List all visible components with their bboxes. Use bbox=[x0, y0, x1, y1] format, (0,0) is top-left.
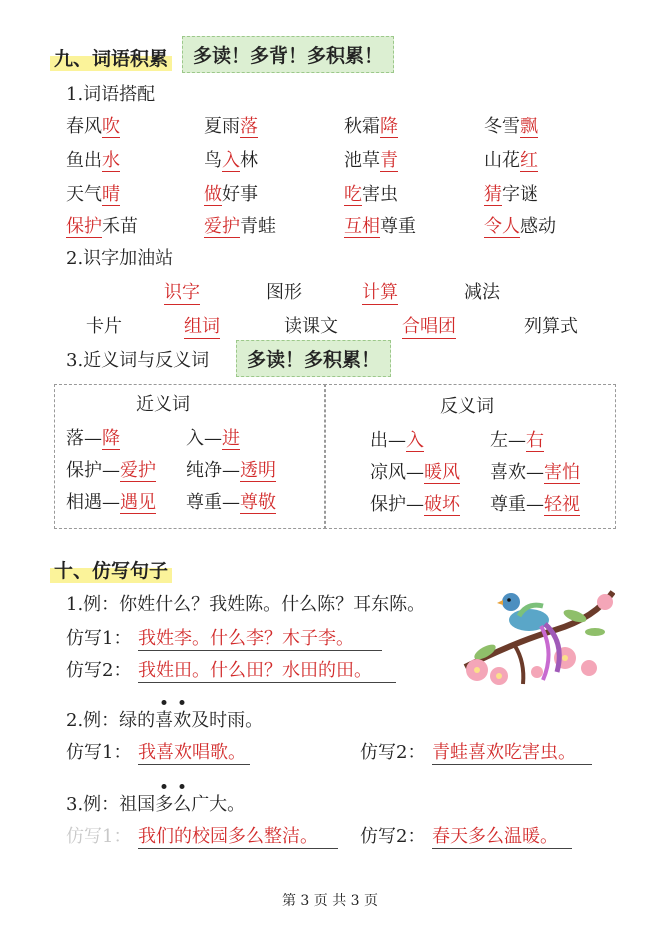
word-pair bbox=[204, 180, 258, 206]
word-pair bbox=[344, 180, 398, 206]
bird-on-branch-illustration bbox=[455, 572, 615, 690]
word-pair bbox=[204, 146, 258, 172]
ex1-imitate-1-label: 仿写1： bbox=[66, 628, 132, 649]
given-word: 青蛙 bbox=[240, 216, 276, 237]
pair-part: 破坏 bbox=[424, 494, 460, 515]
pair-part: 左 bbox=[490, 430, 508, 451]
given-word: 鱼出 bbox=[66, 150, 102, 171]
given-word: 春风 bbox=[66, 116, 102, 137]
answer-word: 互相 bbox=[344, 216, 380, 237]
ex1-imitate-2-answer: 我姓田。什么田？水田的田。 bbox=[138, 656, 396, 683]
pair-part: 透明 bbox=[240, 460, 276, 481]
ex2-imitate-2-label: 仿写2： bbox=[360, 742, 426, 763]
emphasis-dot-char: 喜 bbox=[155, 706, 173, 732]
answer-word: 红 bbox=[520, 150, 538, 171]
given-word: 林 bbox=[240, 150, 258, 171]
station-word: 识字 bbox=[164, 278, 200, 305]
answer-word: 吹 bbox=[102, 116, 120, 137]
station-word: 读课文 bbox=[284, 316, 338, 337]
word-pair bbox=[204, 112, 258, 138]
station-word: 组词 bbox=[184, 312, 220, 339]
synonym-pair bbox=[66, 424, 120, 450]
word-pair bbox=[344, 212, 416, 238]
station-word: 卡片 bbox=[86, 316, 122, 337]
answer-word: 降 bbox=[380, 116, 398, 137]
pair-part: — bbox=[388, 430, 406, 451]
example-1: 1.例：你姓什么？我姓陈。什么陈？耳东陈。 bbox=[66, 594, 426, 615]
pair-part: 进 bbox=[222, 428, 240, 449]
pair-part: 喜欢 bbox=[490, 462, 526, 483]
ex3-imitate-1-answer: 我们的校园多么整洁。 bbox=[138, 822, 338, 849]
word-pair bbox=[66, 212, 138, 238]
word-pair bbox=[66, 146, 120, 172]
pair-part: 尊重 bbox=[186, 492, 222, 513]
pair-part: 出 bbox=[370, 430, 388, 451]
ex3-imitate-2-label: 仿写2： bbox=[360, 826, 426, 847]
synonym-pair bbox=[66, 488, 156, 514]
word-pair bbox=[204, 212, 276, 238]
pair-part: — bbox=[526, 462, 544, 483]
given-word: 好事 bbox=[222, 184, 258, 205]
pair-part: 落 bbox=[66, 428, 84, 449]
subheading-word-pairing: 1.词语搭配 bbox=[66, 84, 156, 105]
synonym-pair bbox=[186, 456, 276, 482]
answer-word: 晴 bbox=[102, 184, 120, 205]
subheading-literacy-station: 2.识字加油站 bbox=[66, 248, 174, 269]
word-pair bbox=[66, 180, 120, 206]
pair-part: 右 bbox=[526, 430, 544, 451]
pair-part: 轻视 bbox=[544, 494, 580, 515]
given-word: 感动 bbox=[520, 216, 556, 237]
answer-word: 令人 bbox=[484, 216, 520, 237]
pair-part: — bbox=[222, 492, 240, 513]
pair-part: 害怕 bbox=[544, 462, 580, 483]
pair-part: — bbox=[222, 460, 240, 481]
pair-part: 相遇 bbox=[66, 492, 102, 513]
antonym-pair bbox=[370, 490, 460, 516]
emphasis-dot-char: 么 bbox=[173, 790, 191, 816]
answer-word: 青 bbox=[380, 150, 398, 171]
pair-part: 遇见 bbox=[120, 492, 156, 513]
word-pair bbox=[344, 146, 398, 172]
synonym-pair bbox=[186, 488, 276, 514]
answer-word: 水 bbox=[102, 150, 120, 171]
tip-banner-2: 多读！多积累！ bbox=[236, 340, 391, 377]
answer-word: 做 bbox=[204, 184, 222, 205]
antonym-pair bbox=[490, 490, 580, 516]
section-9-title: 九、词语积累 bbox=[50, 44, 172, 71]
pair-part: — bbox=[526, 494, 544, 515]
ex1-imitate-2-label: 仿写2： bbox=[66, 660, 132, 681]
antonym-pair bbox=[490, 458, 580, 484]
given-word: 字谜 bbox=[502, 184, 538, 205]
given-word: 尊重 bbox=[380, 216, 416, 237]
given-word: 禾苗 bbox=[102, 216, 138, 237]
pair-part: 尊敬 bbox=[240, 492, 276, 513]
ex3-imitate-1-label: 仿写1： bbox=[66, 826, 132, 847]
emphasis-dot-char: 多 bbox=[155, 790, 173, 816]
answer-word: 入 bbox=[222, 150, 240, 171]
subheading-syn-ant: 3.近义词与反义词 bbox=[66, 350, 210, 371]
given-word: 冬雪 bbox=[484, 116, 520, 137]
pair-part: 入 bbox=[406, 430, 424, 451]
example-2: 2.例：绿的喜欢及时雨。 bbox=[66, 706, 263, 732]
pair-part: 暖风 bbox=[424, 462, 460, 483]
given-word: 夏雨 bbox=[204, 116, 240, 137]
pair-part: 保护 bbox=[370, 494, 406, 515]
antonym-pair bbox=[370, 458, 460, 484]
antonym-heading: 反义词 bbox=[440, 396, 494, 417]
section-10-title: 十、仿写句子 bbox=[50, 556, 172, 583]
answer-word: 猜 bbox=[484, 184, 502, 205]
tip-banner: 多读！多背！多积累！ bbox=[182, 36, 394, 73]
pair-part: — bbox=[204, 428, 222, 449]
ex2-imitate-1-answer: 我喜欢唱歌。 bbox=[138, 738, 250, 765]
word-pair bbox=[484, 112, 538, 138]
synonym-pair bbox=[186, 424, 240, 450]
answer-word: 保护 bbox=[66, 216, 102, 237]
pair-part: — bbox=[102, 492, 120, 513]
antonym-pair bbox=[370, 426, 424, 452]
station-word: 计算 bbox=[362, 278, 398, 305]
word-pair bbox=[484, 212, 556, 238]
station-word: 减法 bbox=[464, 282, 500, 303]
answer-word: 爱护 bbox=[204, 216, 240, 237]
synonym-heading: 近义词 bbox=[136, 394, 190, 415]
page-footer: 第 3 页 共 3 页 bbox=[281, 893, 379, 909]
pair-part: — bbox=[508, 430, 526, 451]
pair-part: — bbox=[84, 428, 102, 449]
given-word: 山花 bbox=[484, 150, 520, 171]
emphasis-dot-char: 欢 bbox=[173, 706, 191, 732]
given-word: 鸟 bbox=[204, 150, 222, 171]
example-3: 3.例：祖国多么广大。 bbox=[66, 790, 245, 816]
station-word: 合唱团 bbox=[402, 312, 456, 339]
answer-word: 吃 bbox=[344, 184, 362, 205]
pair-part: 尊重 bbox=[490, 494, 526, 515]
given-word: 天气 bbox=[66, 184, 102, 205]
ex1-imitate-1-answer: 我姓李。什么李？木子李。 bbox=[138, 624, 382, 651]
synonym-pair bbox=[66, 456, 156, 482]
answer-word: 飘 bbox=[520, 116, 538, 137]
ex2-imitate-2-answer: 青蛙喜欢吃害虫。 bbox=[432, 738, 592, 765]
word-pair bbox=[344, 112, 398, 138]
given-word: 害虫 bbox=[362, 184, 398, 205]
answer-word: 落 bbox=[240, 116, 258, 137]
word-pair bbox=[484, 180, 538, 206]
word-pair bbox=[66, 112, 120, 138]
pair-part: 爱护 bbox=[120, 460, 156, 481]
pair-part: 凉风 bbox=[370, 462, 406, 483]
station-word: 图形 bbox=[266, 282, 302, 303]
pair-part: 降 bbox=[102, 428, 120, 449]
pair-part: 保护 bbox=[66, 460, 102, 481]
given-word: 秋霜 bbox=[344, 116, 380, 137]
word-pair bbox=[484, 146, 538, 172]
pair-part: — bbox=[406, 462, 424, 483]
station-word: 列算式 bbox=[524, 316, 578, 337]
ex2-imitate-1-label: 仿写1： bbox=[66, 742, 132, 763]
pair-part: 纯净 bbox=[186, 460, 222, 481]
pair-part: 入 bbox=[186, 428, 204, 449]
antonym-pair bbox=[490, 426, 544, 452]
ex3-imitate-2-answer: 春天多么温暖。 bbox=[432, 822, 572, 849]
given-word: 池草 bbox=[344, 150, 380, 171]
pair-part: — bbox=[102, 460, 120, 481]
pair-part: — bbox=[406, 494, 424, 515]
